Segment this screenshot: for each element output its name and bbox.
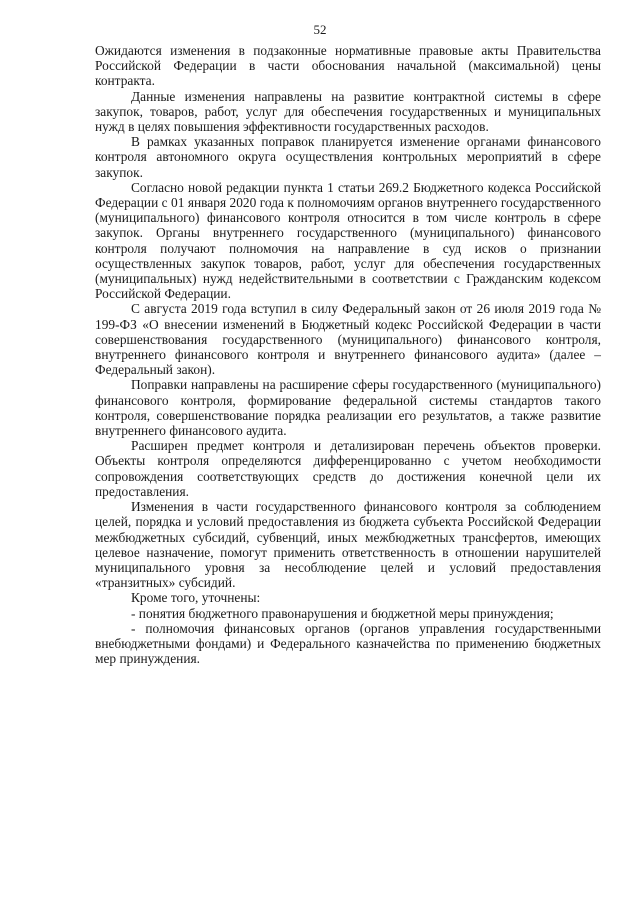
paragraph: Кроме того, уточнены:: [131, 590, 261, 606]
document-body: [95, 43, 601, 666]
paragraph: Поправки направлены на расширение сферы государственного (муниципального) финансового контроля, формирование федеральной системы стандартов такого контроля, совершенствование порядка реализации его результатов, а также развитие внутреннего финансового аудита.: [95, 377, 601, 439]
page-number: 52: [313, 22, 327, 37]
list-item: - понятия бюджетного правонарушения и бюджетной меры принуждения;: [131, 605, 554, 621]
paragraph: Согласно новой редакции пункта 1 статьи 269.2 Бюджетного кодекса Российской Федерации с 01 января 2020 года к полномочиям органов внутреннего государственного (муниципального) финансового контроля относится в том числе контроль в сфере закупок. Органы внутреннего государственного (муниципального) финансового контроля получают полномочия на направление в суд исков о признании осуществленных закупок товаров, работ, услуг для обеспечения государственных (муниципальных) нужд недействительными в соответствии с Гражданским кодексом Российской Федерации.: [95, 179, 601, 302]
list-item: - полномочия финансовых органов (органов управления государственными внебюджетными фондами) и Федерального казначейства по применению бюджетных мер принуждения.: [95, 620, 601, 667]
paragraph: Ожидаются изменения в подзаконные нормативные правовые акты Правительства Российской Федерации в части обоснования начальной (максимальной) цены контракта.: [95, 43, 601, 89]
paragraph: С августа 2019 года вступил в силу Федеральный закон от 26 июля 2019 года № 199-ФЗ «О внесении изменений в Бюджетный кодекс Российской Федерации в части совершенствования государственного (муниципального) финансового контроля, внутреннего финансового контроля и внутреннего финансового аудита» (далее – Федеральный закон).: [95, 301, 601, 378]
paragraph: Изменения в части государственного финансового контроля за соблюдением целей, порядка и условий предоставления из бюджета субъекта Российской Федерации межбюджетных субсидий, субвенций, иных межбюджетных трансфертов, имеющих целевое назначение, помогут применить ответственность в отношении нарушителей муниципального уровня за несоблюдение целей и условий предоставления «транзитных» субсидий.: [95, 499, 601, 591]
paragraph: Данные изменения направлены на развитие контрактной системы в сфере закупок, товаров, работ, услуг для обеспечения государственных и муниципальных нужд в целях повышения эффективности государственных расходов.: [95, 88, 601, 135]
paragraph: Расширен предмет контроля и детализирован перечень объектов проверки. Объекты контроля определяются дифференцированно с учетом необходимости сопровождения соответствующих средств до достижения конечной цели их предоставления.: [95, 438, 601, 499]
paragraph: В рамках указанных поправок планируется изменение органами финансового контроля автономного округа осуществления контрольных мероприятий в сфере закупок.: [95, 134, 601, 180]
